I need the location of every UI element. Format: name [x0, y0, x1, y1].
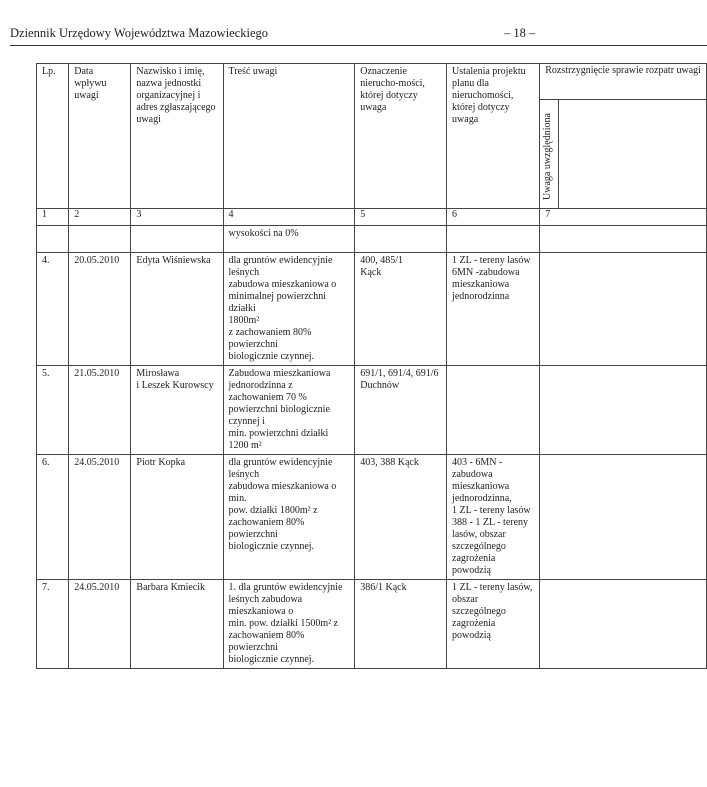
row-property: 691/1, 691/4, 691/6 Duchnów [355, 366, 447, 455]
continuation-text: wysokości na 0% [223, 226, 355, 253]
row-content: Zabudowa mieszkaniowa jednorodzinna z zachowaniem 70 % powierzchni biologicznie czynnej i min. powierzchni działki 1200 m² [223, 366, 355, 455]
row-name: Edyta Wiśniewska [131, 253, 223, 366]
row-date: 24.05.2010 [69, 580, 131, 669]
row-resolution [540, 366, 707, 455]
page-number: – 18 – [504, 26, 536, 40]
accepted-col-label: Uwaga uwzględniona [542, 113, 554, 200]
col-header-content: Treść uwagi [223, 64, 355, 209]
row-resolution [540, 455, 707, 580]
col-header-name: Nazwisko i imię, nazwa jednostki organizacyjnej i adres zgłaszającego uwagi [131, 64, 223, 209]
col-header-lp: Lp. [37, 64, 69, 209]
col-header-property: Oznaczenie nierucho-mości, której dotyczy uwaga [355, 64, 447, 209]
continuation-row [37, 226, 707, 253]
resolution-group-header: Rozstrzygnięcie sprawie rozpatr uwagi [540, 64, 706, 100]
col-number: 6 [447, 209, 540, 226]
row-content: dla gruntów ewidencyjnie leśnych zabudowa mieszkaniowa o min. pow. działki 1800m² z zachowaniem 80% powierzchni biologicznie czynnej. [223, 455, 355, 580]
header-divider [10, 45, 707, 46]
col-number: 4 [223, 209, 355, 226]
row-resolution [540, 580, 707, 669]
row-content: 1. dla gruntów ewidencyjnie leśnych zabudowa mieszkaniowa o min. pow. działki 1500m² z zachowaniem 80% powierzchni biologicznie czynnej. [223, 580, 355, 669]
row-name: Barbara Kmiecik [131, 580, 223, 669]
row-content: dla gruntów ewidencyjnie leśnych zabudowa mieszkaniowa o minimalnej powierzchni działki 1800m² z zachowaniem 80% powierzchni biologicznie czynnej. [223, 253, 355, 366]
column-numbers-row [37, 209, 707, 226]
row-resolution [540, 253, 707, 366]
table-row [37, 455, 707, 580]
row-date: 24.05.2010 [69, 455, 131, 580]
table-header-row [37, 64, 707, 209]
row-lp: 6. [37, 455, 69, 580]
journal-title: Dziennik Urzędowy Województwa Mazowieckiego [10, 26, 269, 40]
col-header-date: Data wpływu uwagi [69, 64, 131, 209]
col-number: 5 [355, 209, 447, 226]
row-lp: 4. [37, 253, 69, 366]
row-plan: 403 - 6MN - zabudowa mieszkaniowa jednorodzinna, 1 ZL - tereny lasów 388 - 1 ZL - tereny lasów, obszar szczególnego zagrożenia powodzią [447, 455, 540, 580]
row-property: 386/1 Kąck [355, 580, 447, 669]
table-row [37, 580, 707, 669]
col-header-resolution [540, 64, 707, 209]
row-plan: 1 ZL - tereny lasów 6MN -zabudowa mieszkaniowa jednorodzinna [447, 253, 540, 366]
row-name: Mirosława i Leszek Kurowscy [131, 366, 223, 455]
row-plan: 1 ZL - tereny lasów, obszar szczególnego zagrożenia powodzią [447, 580, 540, 669]
table-row [37, 366, 707, 455]
row-property: 403, 388 Kąck [355, 455, 447, 580]
col-number: 1 [37, 209, 69, 226]
row-lp: 7. [37, 580, 69, 669]
row-date: 20.05.2010 [69, 253, 131, 366]
row-name: Piotr Kopka [131, 455, 223, 580]
col-number: 7 [540, 209, 707, 226]
row-property: 400, 485/1 Kąck [355, 253, 447, 366]
row-date: 21.05.2010 [69, 366, 131, 455]
col-header-plan: Ustalenia projektu planu dla nieruchomości, której dotyczy uwaga [447, 64, 540, 209]
col-number: 3 [131, 209, 223, 226]
col-number: 2 [69, 209, 131, 226]
row-lp: 5. [37, 366, 69, 455]
row-plan [447, 366, 540, 455]
accepted-col-header [540, 100, 559, 208]
remarks-table [36, 63, 707, 669]
table-row [37, 253, 707, 366]
